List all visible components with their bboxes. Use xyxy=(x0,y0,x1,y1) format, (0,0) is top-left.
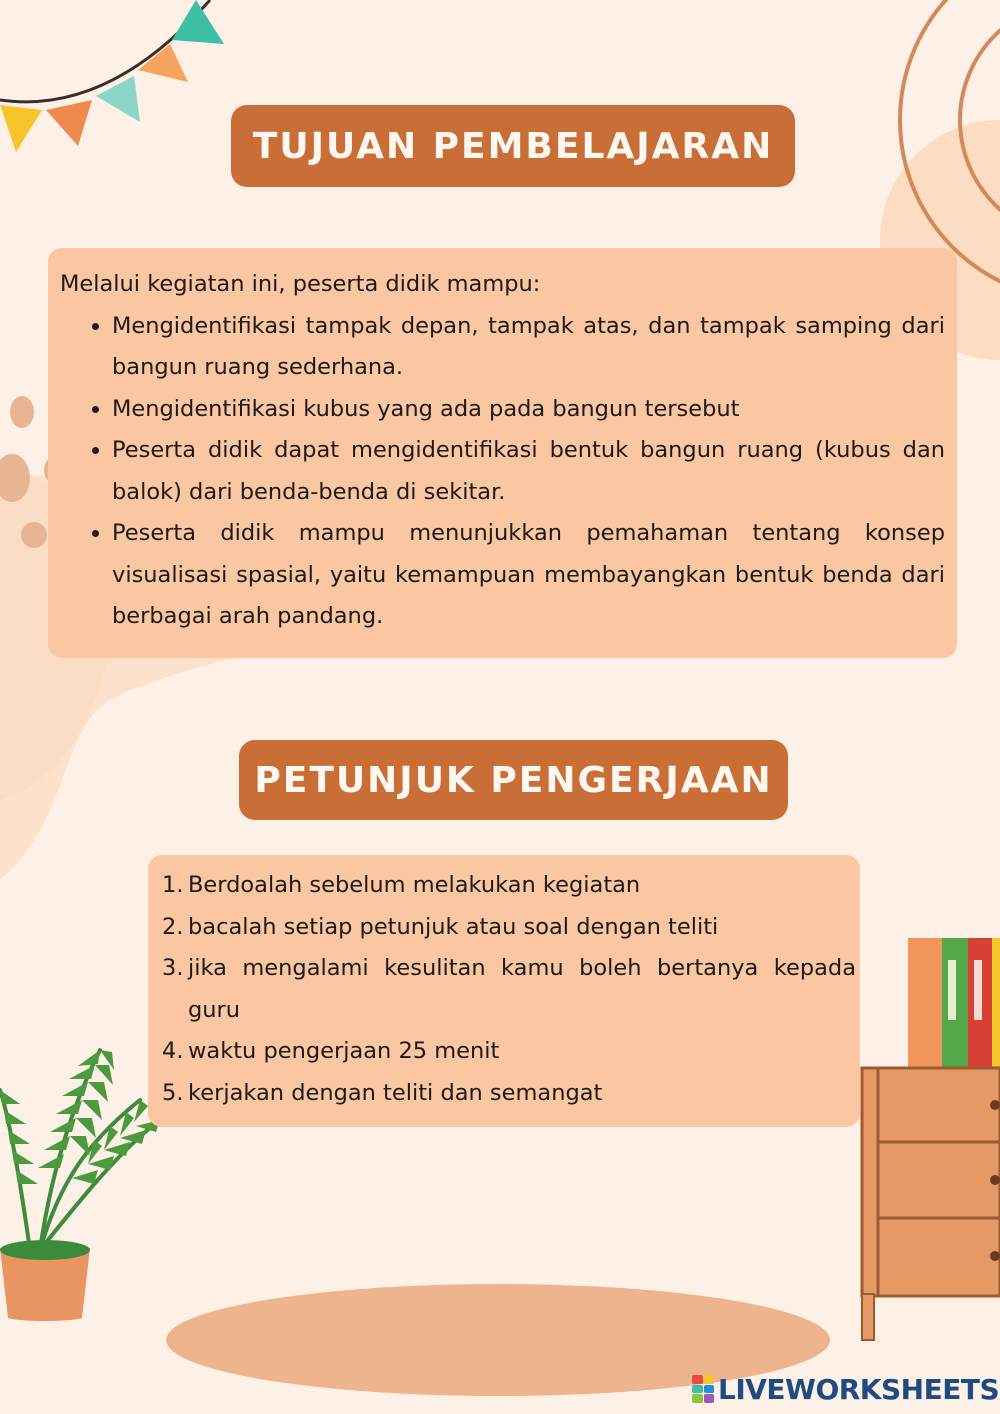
objectives-list xyxy=(60,306,945,638)
instructions-list xyxy=(162,865,856,1114)
step-text: jika mengalami kesulitan kamu boleh bertanya kepada guru xyxy=(188,955,856,1023)
potted-palm-plant xyxy=(0,1050,160,1321)
list-item: • Mengidentifikasi tampak depan, tampak atas, dan tampak samping dari bangun ruang sederhana. xyxy=(112,306,945,389)
section-title-tujuan: TUJUAN PEMBELAJARAN xyxy=(231,105,795,187)
step-number: 2. xyxy=(162,913,184,940)
list-item xyxy=(162,1031,856,1073)
dresser-with-books xyxy=(862,938,1000,1340)
step-text: Berdoalah sebelum melakukan kegiatan xyxy=(188,872,641,898)
step-number: 3. xyxy=(162,955,184,981)
list-item xyxy=(162,865,856,907)
liveworksheets-icon xyxy=(692,1375,714,1403)
step-number: 5. xyxy=(162,1079,184,1106)
list-item: • Peserta didik mampu menunjukkan pemahaman tentang konsep visualisasi spasial, yaitu kemampuan membayangkan bentuk benda dari berbagai arah pandang. xyxy=(112,513,945,638)
brand-name: LIVEWORKSHEETS xyxy=(718,1372,1000,1406)
section-title-petunjuk: PETUNJUK PENGERJAAN xyxy=(239,740,788,820)
step-number: 4. xyxy=(162,1038,184,1064)
list-item: • Mengidentifikasi kubus yang ada pada bangun tersebut xyxy=(112,389,945,431)
liveworksheets-logo[interactable] xyxy=(692,1371,999,1407)
list-item xyxy=(162,907,856,949)
learning-objectives-card xyxy=(48,248,957,658)
step-number: 1. xyxy=(162,872,184,898)
bunting-flags xyxy=(0,0,224,152)
list-item: • Peserta didik dapat mengidentifikasi bentuk bangun ruang (kubus dan balok) dari benda-benda di sekitar. xyxy=(112,430,945,513)
objectives-intro: Melalui kegiatan ini, peserta didik mampu: xyxy=(60,271,541,297)
instructions-card xyxy=(148,855,860,1127)
step-text: bacalah setiap petunjuk atau soal dengan teliti xyxy=(188,913,719,940)
list-item xyxy=(162,948,856,1031)
step-text: waktu pengerjaan 25 menit xyxy=(188,1038,500,1064)
list-item xyxy=(162,1073,856,1115)
step-text: kerjakan dengan teliti dan semangat xyxy=(188,1079,603,1106)
